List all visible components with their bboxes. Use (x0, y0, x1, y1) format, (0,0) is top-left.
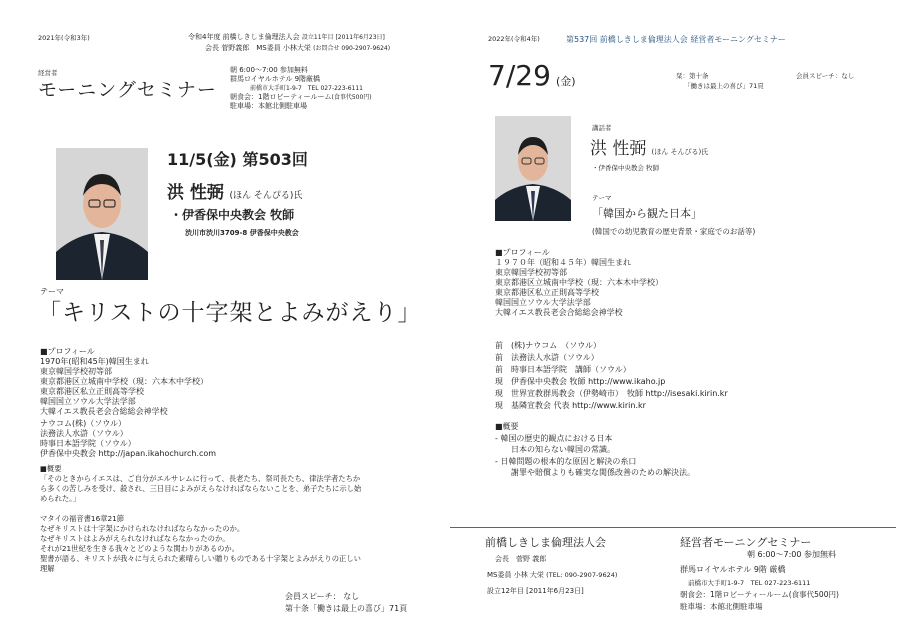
left-career-item: 時事日本語学院（ソウル） (40, 439, 136, 448)
left-profile-item: 東京都港区立城南中学校（現：六本木中学校） (40, 377, 208, 386)
right-footer-address: 前橋市大手町1-9-7 TEL 027-223-6111 (688, 579, 811, 587)
left-summary-line: なぜキリストはよみがえられなければならなかったのか。 (40, 534, 230, 543)
right-article2: 「働きは最上の喜び」71頁 (684, 82, 764, 90)
left-theme-label: テーマ (40, 287, 64, 296)
left-profile (40, 347, 208, 417)
left-profile-item: 1970年(昭和45年)韓国生まれ (40, 357, 149, 366)
left-profile-item: 韓国国立ソウル大学法学部 (40, 397, 136, 406)
right-profile-item: 東京韓国学校初等部 (495, 268, 567, 277)
left-career-item: 伊香保中央教会 http://japan.ikahochurch.com (40, 449, 217, 458)
right-profile-item: 韓国国立ソウル大学法学部 (495, 298, 591, 307)
right-speaker-line (590, 134, 708, 159)
right-theme-label: テーマ (592, 194, 612, 202)
right-profile (495, 248, 663, 318)
right-date-line (488, 60, 576, 92)
right-summary-line: 日本の知らない韓国の常識。 (495, 445, 615, 454)
right-footer-founded: 設立12年目 [2011年6月23日] (487, 587, 584, 595)
left-footer-article: 第十条「働きは最上の喜び」71頁 (285, 604, 408, 613)
left-summary (40, 464, 361, 574)
left-profile-item: 東京韓国学校初等部 (40, 367, 112, 376)
left-summary-line: それが21世紀を生きる我々とどのような関わりがあるのか。 (40, 544, 240, 553)
right-footer-time: 朝 6:00～7:00 参加無料 (747, 550, 837, 559)
left-summary-line: められた。」 (40, 494, 81, 503)
left-header-officers: 会長 菅野義郎 MS委員 小林大栄 (205, 44, 311, 52)
left-profile-item: 東京都港区私立正則高等学校 (40, 387, 144, 396)
left-summary-line: なぜキリストは十字架にかけられなければならなかったのか。 (40, 524, 245, 533)
right-speaker-kana: (ほん そんぴる)氏 (651, 148, 709, 156)
right-year: 2022年(令和4年) (488, 35, 540, 43)
right-career-item: 現 世界宣教群馬教会（伊勢崎市） 牧師 http://isesaki.kirin.kr (495, 389, 728, 398)
left-info-address: 前橋市大手町1-9-7 TEL 027-223-6111 (250, 85, 363, 92)
right-career (495, 340, 728, 412)
left-info-parking: 駐車場：本館北側駐車場 (230, 102, 307, 110)
right-theme: 「韓国から観た日本」 (592, 207, 702, 220)
right-member-speech: 会員スピーチ：なし (796, 72, 855, 80)
left-year: 2021年(令和3年) (38, 34, 90, 42)
left-career (40, 419, 216, 459)
right-profile-item: 東京都港区私立正則高等学校 (495, 288, 599, 297)
right-footer-president: 会長 菅野 義郎 (495, 555, 547, 563)
right-weekday: (金) (555, 75, 576, 88)
left-big-title: モーニングセミナー (38, 79, 217, 101)
left-theme: 「キリストの十字架とよみがえり」 (38, 300, 422, 326)
left-speaker-line (167, 178, 302, 203)
left-summary-line: 聖書が語る、キリストが我々に与えられた素晴らしい贈りものである十字架とよみがえりの正しい (40, 554, 361, 563)
right-speaker-name: 洪 性弼 (590, 139, 647, 159)
left-affiliation: ・伊香保中央教会 牧師 (170, 208, 295, 222)
left-summary-line: 理解 (40, 564, 55, 573)
left-summary-line: マタイの福音書16章21節 (40, 514, 125, 523)
left-info-hotel: 群馬ロイヤルホテル 9階厳橋 (230, 75, 321, 83)
right-article: 栞：第十条 (676, 72, 709, 80)
right-footer-ms-name: MS委員 小林 大栄 (487, 571, 544, 579)
right-summary (495, 421, 695, 479)
right-profile-item: 東京都港区立城南中学校（現：六本木中学校） (495, 278, 663, 287)
right-profile-item: 大韓イエス教長老会合総総会神学校 (495, 308, 623, 317)
right-summary-heading: ■概要 (495, 422, 519, 431)
left-date-line: 11/5(金) 第503回 (167, 150, 308, 169)
right-footer-hotel: 群馬ロイヤルホテル 9階 厳橋 (680, 565, 786, 574)
right-career-item: 前 (株)ナウコム （ソウル） (495, 341, 602, 350)
right-footer-breakfast: 朝食会：1階ロビーティールーム(食事代500円) (680, 590, 839, 599)
left-header-contact: (お問合せ 090-2907-9624) (313, 45, 391, 52)
right-speaker-photo (495, 116, 571, 221)
right-career-item: 現 伊香保中央教会 牧師 http://www.ikaho.jp (495, 377, 666, 386)
left-header-line2 (205, 44, 390, 53)
right-summary-line: - 韓国の歴史的観点における日本 (495, 433, 613, 443)
left-profile-item: 大韓イエス教長老会合総総会神学校 (40, 407, 168, 416)
right-career-item: 前 時事日本語学院 講師（ソウル） (495, 365, 631, 374)
right-footer-tel: (TEL: 090-2907-9624) (546, 571, 618, 579)
left-info-block (230, 66, 372, 111)
right-theme-sub: (韓国での幼児教育の歴史背景・家庭でのお話等) (592, 227, 756, 236)
left-summary-line: 「そのときからイエスは、ご自分がエルサレムに行って、長老たち、祭司長たち、律法学者たちか (40, 474, 361, 483)
left-career-item: 法務法人水滸（ソウル） (40, 429, 128, 438)
right-footer-org: 前橋しきしま倫理法人会 (485, 536, 606, 549)
left-info-breakfast (230, 93, 372, 102)
left-speaker-photo (56, 148, 148, 280)
left-church-address: 渋川市渋川3709-8 伊香保中央教会 (185, 229, 299, 237)
right-footer-divider (450, 527, 896, 528)
right-speaker-label: 講話者 (592, 124, 612, 132)
right-profile-heading: ■プロフィール (495, 248, 550, 257)
left-summary-line (40, 504, 361, 514)
left-small-label: 経営者 (38, 69, 58, 77)
right-profile-item: １９７０年（昭和４５年）韓国生まれ (495, 258, 631, 267)
left-speaker-kana: (ほん そんぴる)氏 (229, 191, 303, 201)
right-date: 7/29 (488, 59, 551, 92)
left-breakfast-label: 朝食会：1階ロビーティールーム (230, 93, 332, 101)
right-affiliation: ・伊香保中央教会 牧師 (592, 164, 660, 172)
left-header-founded: 設立11年目 [2011年6月23日] (301, 34, 385, 41)
left-profile-heading: ■プロフィール (40, 347, 95, 356)
right-summary-line: - 日韓問題の根本的な原因と解決の糸口 (495, 456, 637, 466)
left-footer-speech: 会員スピーチ： なし (285, 592, 360, 601)
left-career-item: ナウコム(株)（ソウル） (40, 419, 127, 428)
right-career-item: 前 法務法人水滸（ソウル） (495, 353, 599, 362)
left-breakfast-note: (食事代500円) (331, 94, 372, 101)
right-footer-parking: 駐車場：本館北側駐車場 (680, 602, 763, 611)
right-header: 第537回 前橋しきしま倫理法人会 経営者モーニングセミナー (566, 35, 786, 44)
left-header-org: 令和4年度 前橋しきしま倫理法人会 (188, 33, 300, 41)
left-summary-line: ら多くの苦しみを受け、殺され、三日目によみがえらなければならないことを、弟子たちに示し始 (40, 484, 362, 493)
right-career-item: 現 基隣宣教会 代表 http://www.kirin.kr (495, 401, 646, 410)
right-summary-line: 謝罪や賠償よりも確実な関係改善のための解決法。 (495, 468, 695, 477)
left-summary-heading: ■概要 (40, 464, 62, 473)
left-speaker-name: 洪 性弼 (167, 183, 224, 203)
right-footer-title: 経営者モーニングセミナー (680, 536, 812, 549)
left-info-time: 朝 6:00～7:00 参加無料 (230, 66, 308, 74)
left-header-line1 (188, 33, 385, 42)
right-footer-ms (487, 571, 617, 580)
